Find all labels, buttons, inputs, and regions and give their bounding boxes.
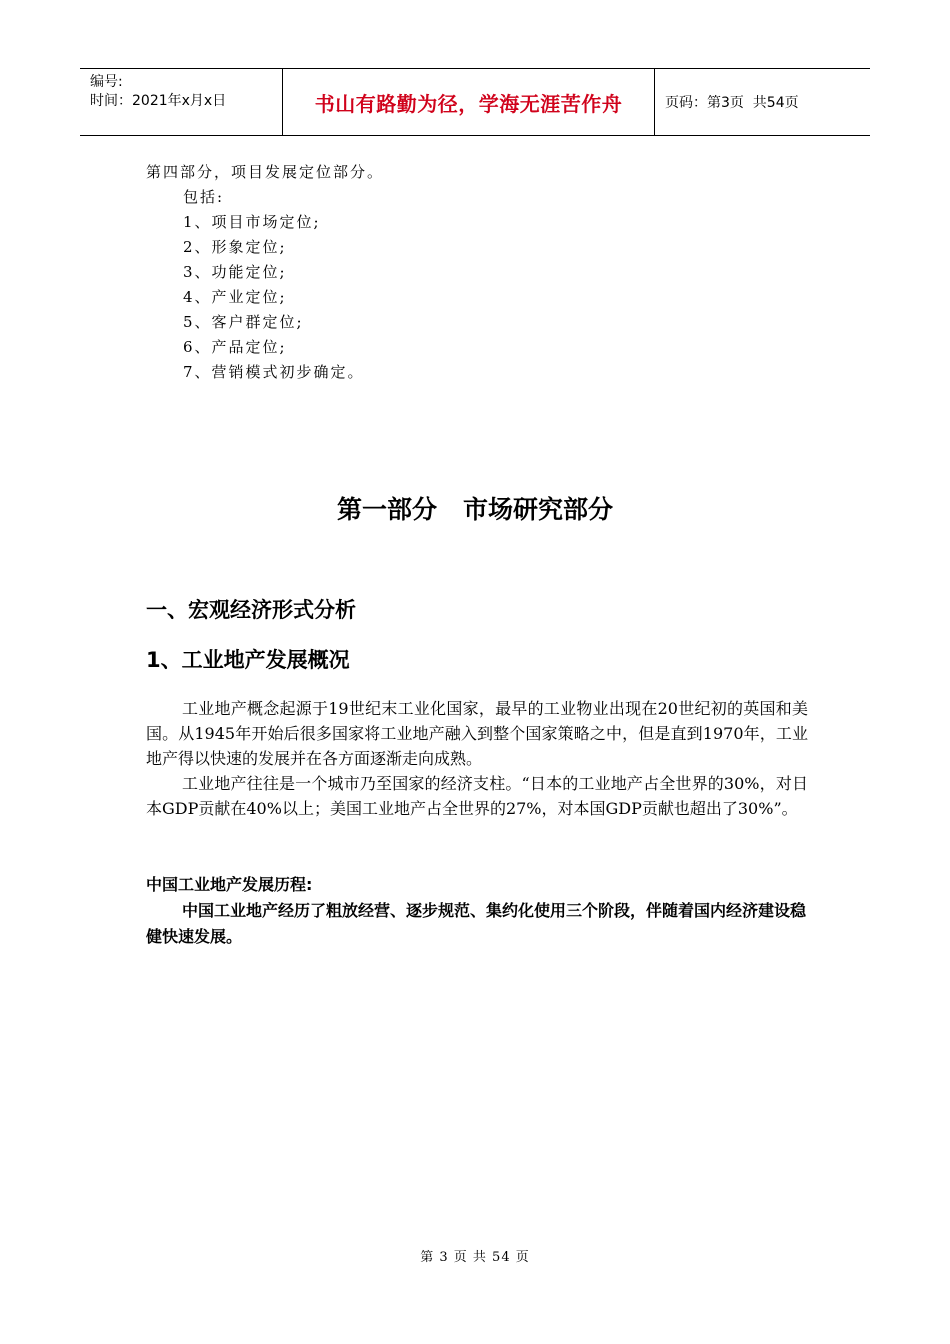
outline-item: 5、客户群定位; <box>183 313 304 331</box>
history-text: 中国工业地产经历了粗放经营、逐步规范、集约化使用三个阶段，伴随着国内经济建设稳健快速发展。 <box>146 901 807 946</box>
history-heading: 中国工业地产发展历程: <box>146 875 313 894</box>
outline-item: 7、营销模式初步确定。 <box>183 363 365 381</box>
outline-include-label: 包括: <box>183 188 225 206</box>
page-footer: 第 3 页 共 54 页 <box>420 1250 530 1265</box>
document-header <box>80 68 870 136</box>
outline-item: 3、功能定位; <box>183 263 287 281</box>
paragraph <box>146 696 808 771</box>
number-label: 编号: <box>90 74 123 90</box>
paragraph <box>146 771 808 821</box>
part-four-outline <box>146 160 384 385</box>
header-page-info <box>655 69 870 135</box>
section-title: 一、宏观经济形式分析 <box>146 598 356 622</box>
paragraph-text: 工业地产往往是一个城市乃至国家的经济支柱。“日本的工业地产占全世界的30%，对日本GDP贡献在40%以上；美国工业地产占全世界的27%，对本国GDP贡献也超出了30%”。 <box>146 774 808 818</box>
subsection-title: 1、工业地产发展概况 <box>146 648 350 672</box>
paragraph-text: 工业地产概念起源于19世纪末工业化国家，最早的工业物业出现在20世纪初的英国和美国。从1945年开始后很多国家将工业地产融入到整个国家策略之中，但是直到1970年，工业地产得以快速的发展并在各方面逐渐走向成熟。 <box>146 699 808 768</box>
header-motto: 书山有路勤为径，学海无涯苦作舟 <box>282 69 655 135</box>
outline-item: 4、产业定位; <box>183 288 287 306</box>
history-block <box>146 872 808 950</box>
outline-item: 6、产品定位; <box>183 338 287 356</box>
header-meta <box>80 69 282 135</box>
outline-item: 2、形象定位; <box>183 238 287 256</box>
outline-intro: 第四部分，项目发展定位部分。 <box>146 163 385 181</box>
page-info-text: 页码：第3页 共54页 <box>665 95 799 111</box>
part-title: 第一部分 市场研究部分 <box>336 495 614 524</box>
outline-item: 1、项目市场定位; <box>183 213 321 231</box>
time-label: 时间：2021年x月x日 <box>90 93 227 109</box>
